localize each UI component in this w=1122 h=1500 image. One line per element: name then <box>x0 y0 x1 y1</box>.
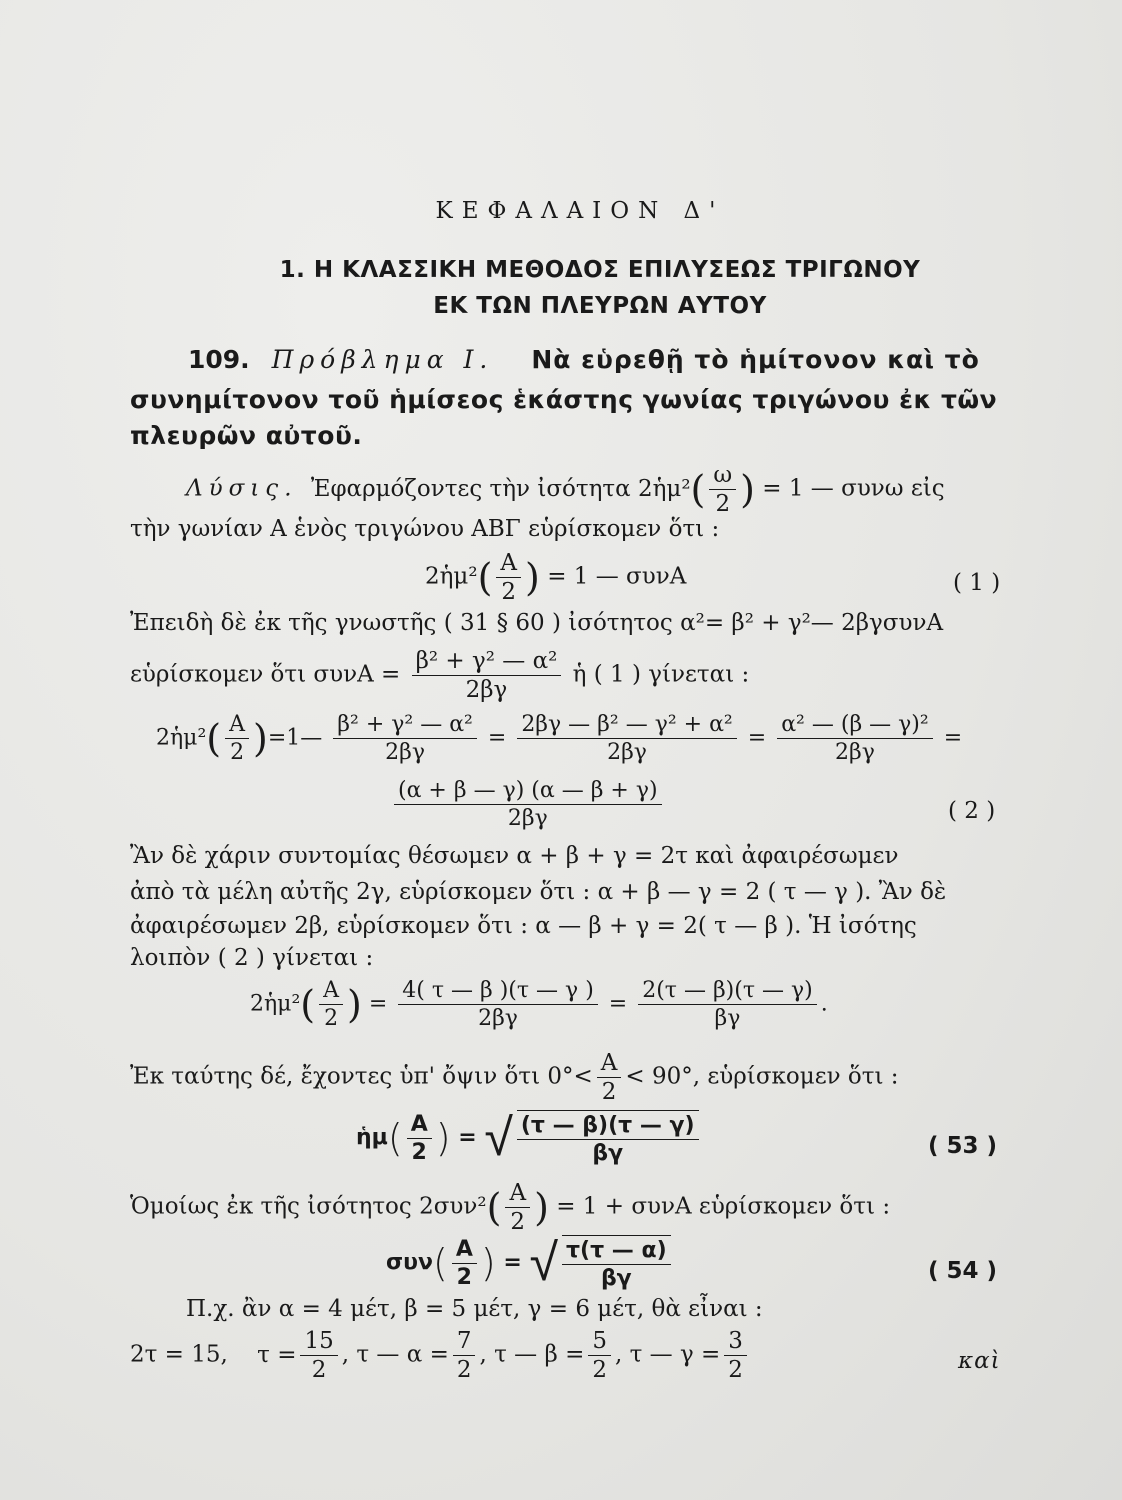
since-line1: Ἐπειδὴ δὲ ἐκ τῆς γνωστῆς ( 31 § 60 ) ἰσότητος α²= β² + γ²— 2βγσυνΑ <box>130 610 944 636</box>
example-line1: Π.χ. ἂν α = 4 μέτ, β = 5 μέτ, γ = 6 μέτ, θὰ εἶναι : <box>186 1296 763 1322</box>
radical-53: √ $\frac{(\tau — \beta)(\tau — \gamma)}{\beta\gamma}$ <box>484 1108 702 1168</box>
example-kai: καὶ <box>958 1348 1001 1374</box>
shorthand-line4: λοιπὸν ( 2 ) γίνεται : <box>130 945 374 971</box>
equation-53-number: ( 53 ) <box>928 1133 998 1159</box>
since-line2: εὑρίσκομεν ὅτι συνΑ = $\frac{\text{β² + γ² — α²}}{2\beta\gamma}$ ἡ ( 1 ) γίνεται : <box>130 648 750 703</box>
equation-53: ἡμ( $\frac{A}{2}$ ) = √ $\frac{(\tau — \beta)(\tau — \gamma)}{\beta\gamma}$ <box>356 1108 703 1168</box>
shorthand-line2: ἀπὸ τὰ μέλη αὐτῆς 2γ, εὑρίσκομεν ὅτι : α + β — γ = 2 ( τ — γ ). Ἂν δὲ <box>130 879 947 905</box>
equation-2-continued: $\frac{(\alpha + \beta — \gamma) (\alpha — \beta + \gamma)}{2\beta\gamma}$ <box>390 778 666 831</box>
problem-label: Πρόβλημα Ι. <box>271 345 494 374</box>
problem-statement-1: Νὰ εὑρεθῇ τὸ ἡμίτονον καὶ τὸ <box>531 345 980 374</box>
problem-number: 109. <box>188 345 250 374</box>
solution-intro-line1: Λύσις. Ἐφαρμόζοντες τὴν ἰσότητα 2ἡμ²( $\frac{\omega}{2}$ ) = 1 — συνω εἰς <box>186 462 945 517</box>
hence-line: Ἐκ ταύτης δέ, ἔχοντες ὑπ' ὄψιν ὅτι 0°< $\frac{A}{2}$ < 90°, εὑρίσκομεν ὅτι : <box>130 1050 899 1105</box>
equation-1: 2ἡμ²( $\frac{A}{2}$ ) = 1 — συνΑ <box>425 550 687 605</box>
example-line2: 2τ = 15, τ = $\frac{15}{2}$ , τ — α = $\frac{7}{2}$ , τ — β = $\frac{5}{2}$ , τ — γ = $\frac{3}{2}$ <box>130 1328 751 1383</box>
equation-3: 2ἡμ²( $\frac{A}{2}$ ) = $\frac{4( \tau — \beta )(\tau — \gamma )}{2\beta\gamma}$ = $\frac{2(\tau — \beta)(\tau — \gamma)}{\beta\gamma}$ . <box>250 978 828 1031</box>
problem-statement-3: πλευρῶν αὐτοῦ. <box>130 421 363 450</box>
equation-1-number: ( 1 ) <box>953 570 1001 596</box>
solution-intro-line2: τὴν γωνίαν Α ἑνὸς τριγώνου ΑΒΓ εὑρίσκομεν ὅτι : <box>130 516 720 542</box>
section-title-line2: ΕΚ ΤΩΝ ΠΛΕΥΡΩΝ ΑΥΤΟΥ <box>433 293 767 319</box>
problem-statement-2: συνημίτονον τοῦ ἡμίσεος ἑκάστης γωνίας τριγώνου ἐκ τῶν <box>130 385 998 414</box>
problem-heading <box>188 345 980 374</box>
equation-54: συν( $\frac{A}{2}$ ) = √ $\frac{\tau(\tau — \alpha)}{\beta\gamma}$ <box>386 1233 675 1293</box>
section-title-line1: 1. Η ΚΛΑΣΣΙΚΗ ΜΕΘΟΔΟΣ ΕΠΙΛΥΣΕΩΣ ΤΡΙΓΩΝΟΥ <box>279 257 921 283</box>
solution-label: Λύσις. <box>186 475 298 502</box>
equation-54-number: ( 54 ) <box>928 1258 998 1284</box>
similar-line: Ὁμοίως ἐκ τῆς ἰσότητος 2συν²( $\frac{A}{2}$ ) = 1 + συνΑ εὑρίσκομεν ὅτι : <box>130 1180 891 1235</box>
equation-2-number: ( 2 ) <box>948 798 996 824</box>
equation-2: 2ἡμ²( $\frac{A}{2}$ )=1— $\frac{\text{β² + γ² — α²}}{2\beta\gamma}$ = $\frac{\text{2βγ — β² — γ² + α²}}{2\beta\gamma}$ = $\frac{\text{α² — (β — γ)²}}{2\beta\gamma}$ = <box>156 712 963 765</box>
radical-54: √ $\frac{\tau(\tau — \alpha)}{\beta\gamma}$ <box>529 1233 674 1293</box>
shorthand-line3: ἀφαιρέσωμεν 2β, εὑρίσκομεν ὅτι : α — β + γ = 2( τ — β ). Ἡ ἰσότης <box>130 913 917 939</box>
shorthand-line1: Ἂν δὲ χάριν συντομίας θέσωμεν α + β + γ = 2τ καὶ ἀφαιρέσωμεν <box>130 843 899 869</box>
chapter-heading: ΚΕΦΑΛΑΙΟΝ Δ' <box>435 198 725 224</box>
